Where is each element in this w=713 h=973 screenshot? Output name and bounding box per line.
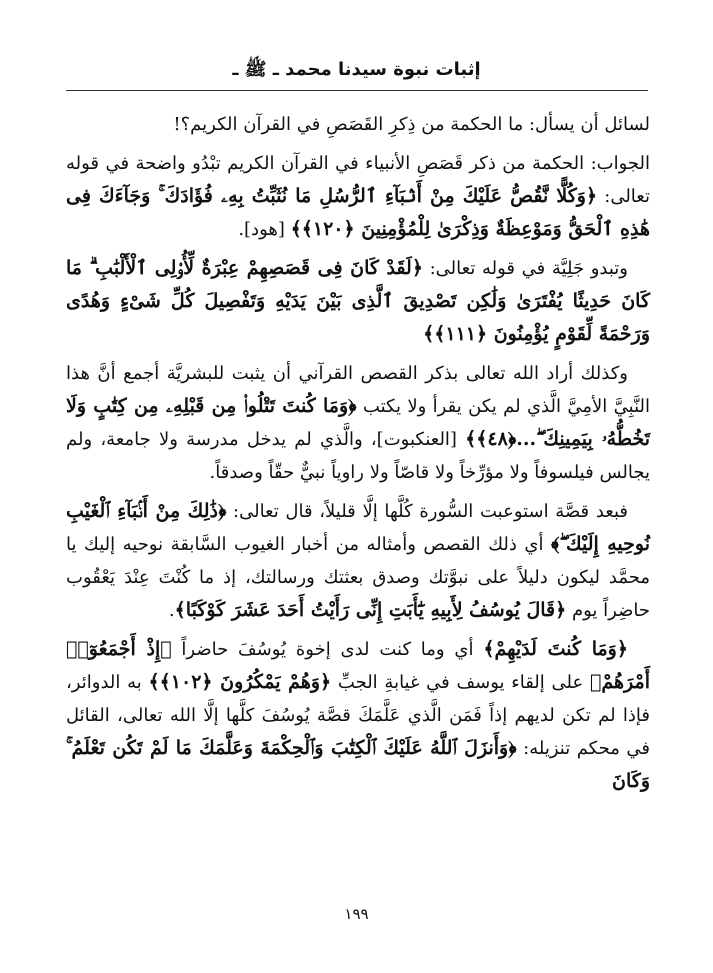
running-header: إثبات نبوة سيدنا محمد ـ ﷺ ـ bbox=[232, 59, 481, 80]
quran-verse: ﴿إِذْ أَجْمَعُوٓا۟ أَمْرَهُمْ﴾ bbox=[66, 638, 650, 693]
text-segment: أي ذلك القصص وأمثاله من أخبار الغيوب السَّابقة نوحيه إليك يا محمَّد ليكون دليلاً على نبوَّتك وصدق بعثتك ورسالتك، إذ ما كُنْتَ عِنْدَ يَعْقُوب حاضِراً يوم bbox=[66, 534, 650, 621]
quran-verse: ﴿وَمَا كُنتَ تَتْلُوا۟ مِن قَبْلِهِۦ مِن كِتَٰبٍ وَلَا تَخُطُّهُۥ بِيَمِينِكَ ۖ...﴿٤٨﴾﴾ bbox=[66, 395, 651, 450]
text-segment: الجواب: الحكمة من ذكر قَصَصِ الأنبياء في القرآن الكريم تبْدُو واضحة في قوله تعالى: bbox=[66, 153, 650, 207]
text-segment: وكذلك أراد الله تعالى بذكر القصص القرآني أن يثبت للبشريَّة أجمع أنَّ هذا النَّبِيَّ الأمِيَّ الَّذي لم يكن يقرأ ولا يكتب bbox=[66, 363, 650, 417]
page-number: ١٩٩ bbox=[344, 905, 369, 923]
text-segment: [هود]. bbox=[238, 219, 291, 240]
quran-verse: ﴿وَكُلًّا نَّقُصُّ عَلَيْكَ مِنْ أَنۢبَآءِ ٱلرُّسُلِ مَا نُثَبِّتُ بِهِۦ فُؤَادَكَ ۚ وَجَآءَكَ فِى هَٰذِهِ ٱلْحَقُّ وَمَوْعِظَةٌ وَذِكْرَىٰ لِلْمُؤْمِنِينَ ﴿١٢٠﴾﴾ bbox=[66, 185, 650, 240]
quran-verse: ﴿وَأَنزَلَ ٱللَّهُ عَلَيْكَ ٱلْكِتَٰبَ وَٱلْحِكْمَةَ وَعَلَّمَكَ مَا لَمْ تَكُن تَعْلَمُ ۚ وَكَانَ bbox=[66, 737, 650, 792]
text-segment: على إلقاء يوسف في غيابةِ الجبِّ bbox=[331, 672, 590, 693]
paragraph bbox=[66, 147, 650, 246]
paragraph bbox=[66, 108, 650, 141]
text-segment: فبعد قصَّة استوعبت السُّورة كُلَّها إلَّا قليلاً، قال تعالى: bbox=[226, 501, 628, 522]
text-segment: لسائل أن يسأل: ما الحكمة من ذِكرِ القَصَصِ في القرآن الكريم؟! bbox=[173, 114, 650, 135]
text-segment: وتبدو جَلِيَّة في قوله تعالى: bbox=[422, 258, 628, 279]
quran-verse: ﴿قَالَ يُوسُفُ لِأَبِيهِ يَٰٓأَبَتِ إِنِّى رَأَيْتُ أَحَدَ عَشَرَ كَوْكَبًا﴾ bbox=[174, 599, 567, 621]
quran-verse: ﴿وَمَا كُنتَ لَدَيْهِمْ﴾ bbox=[483, 638, 628, 660]
text-segment: أي وما كنت لدى إخوة يُوسُفَ حاضراً bbox=[171, 639, 484, 660]
quran-verse: ﴿وَهُمْ يَمْكُرُونَ ﴿١٠٢﴾﴾ bbox=[148, 671, 332, 693]
quran-verse: ﴿لَقَدْ كَانَ فِى قَصَصِهِمْ عِبْرَةٌ لِّأُو۟لِى ٱلْأَلْبَٰبِ ۗ مَا كَانَ حَدِيثًا يُفْتَرَىٰ وَلَٰكِن تَصْدِيقَ ٱلَّذِى بَيْنَ يَدَيْهِ وَتَفْصِيلَ كُلِّ شَىْءٍ وَهُدًى وَرَحْمَةً لِّقَوْمٍ يُؤْمِنُونَ ﴿١١١﴾﴾ bbox=[66, 257, 650, 345]
text-segment: به الدوائر، فإذا لم تكن لديهم إذاً فَمَن الَّذي عَلَّمَكَ قصَّة يُوسُفَ كلَّها إلَّا الله تعالى، القائل في محكم تنزيله: bbox=[66, 672, 650, 759]
paragraph bbox=[66, 252, 650, 351]
text-segment: . bbox=[168, 600, 175, 621]
paragraph bbox=[66, 357, 650, 489]
text-segment: [العنكبوت]، والَّذي لم يدخل مدرسة ولا جامعة، ولم يجالس فيلسوفاً ولا مؤرِّخاً ولا قاصّاً ولا راوياً نبيٌّ حقّاً وصدقاً. bbox=[66, 429, 650, 483]
header-divider bbox=[66, 90, 648, 91]
paragraph bbox=[66, 633, 650, 798]
quran-verse: ﴿ذَٰلِكَ مِنْ أَنۢبَآءِ ٱلْغَيْبِ نُوحِيهِ إِلَيْكَ ۖ﴾ bbox=[66, 500, 650, 555]
body-text bbox=[66, 108, 650, 804]
paragraph bbox=[66, 495, 650, 627]
